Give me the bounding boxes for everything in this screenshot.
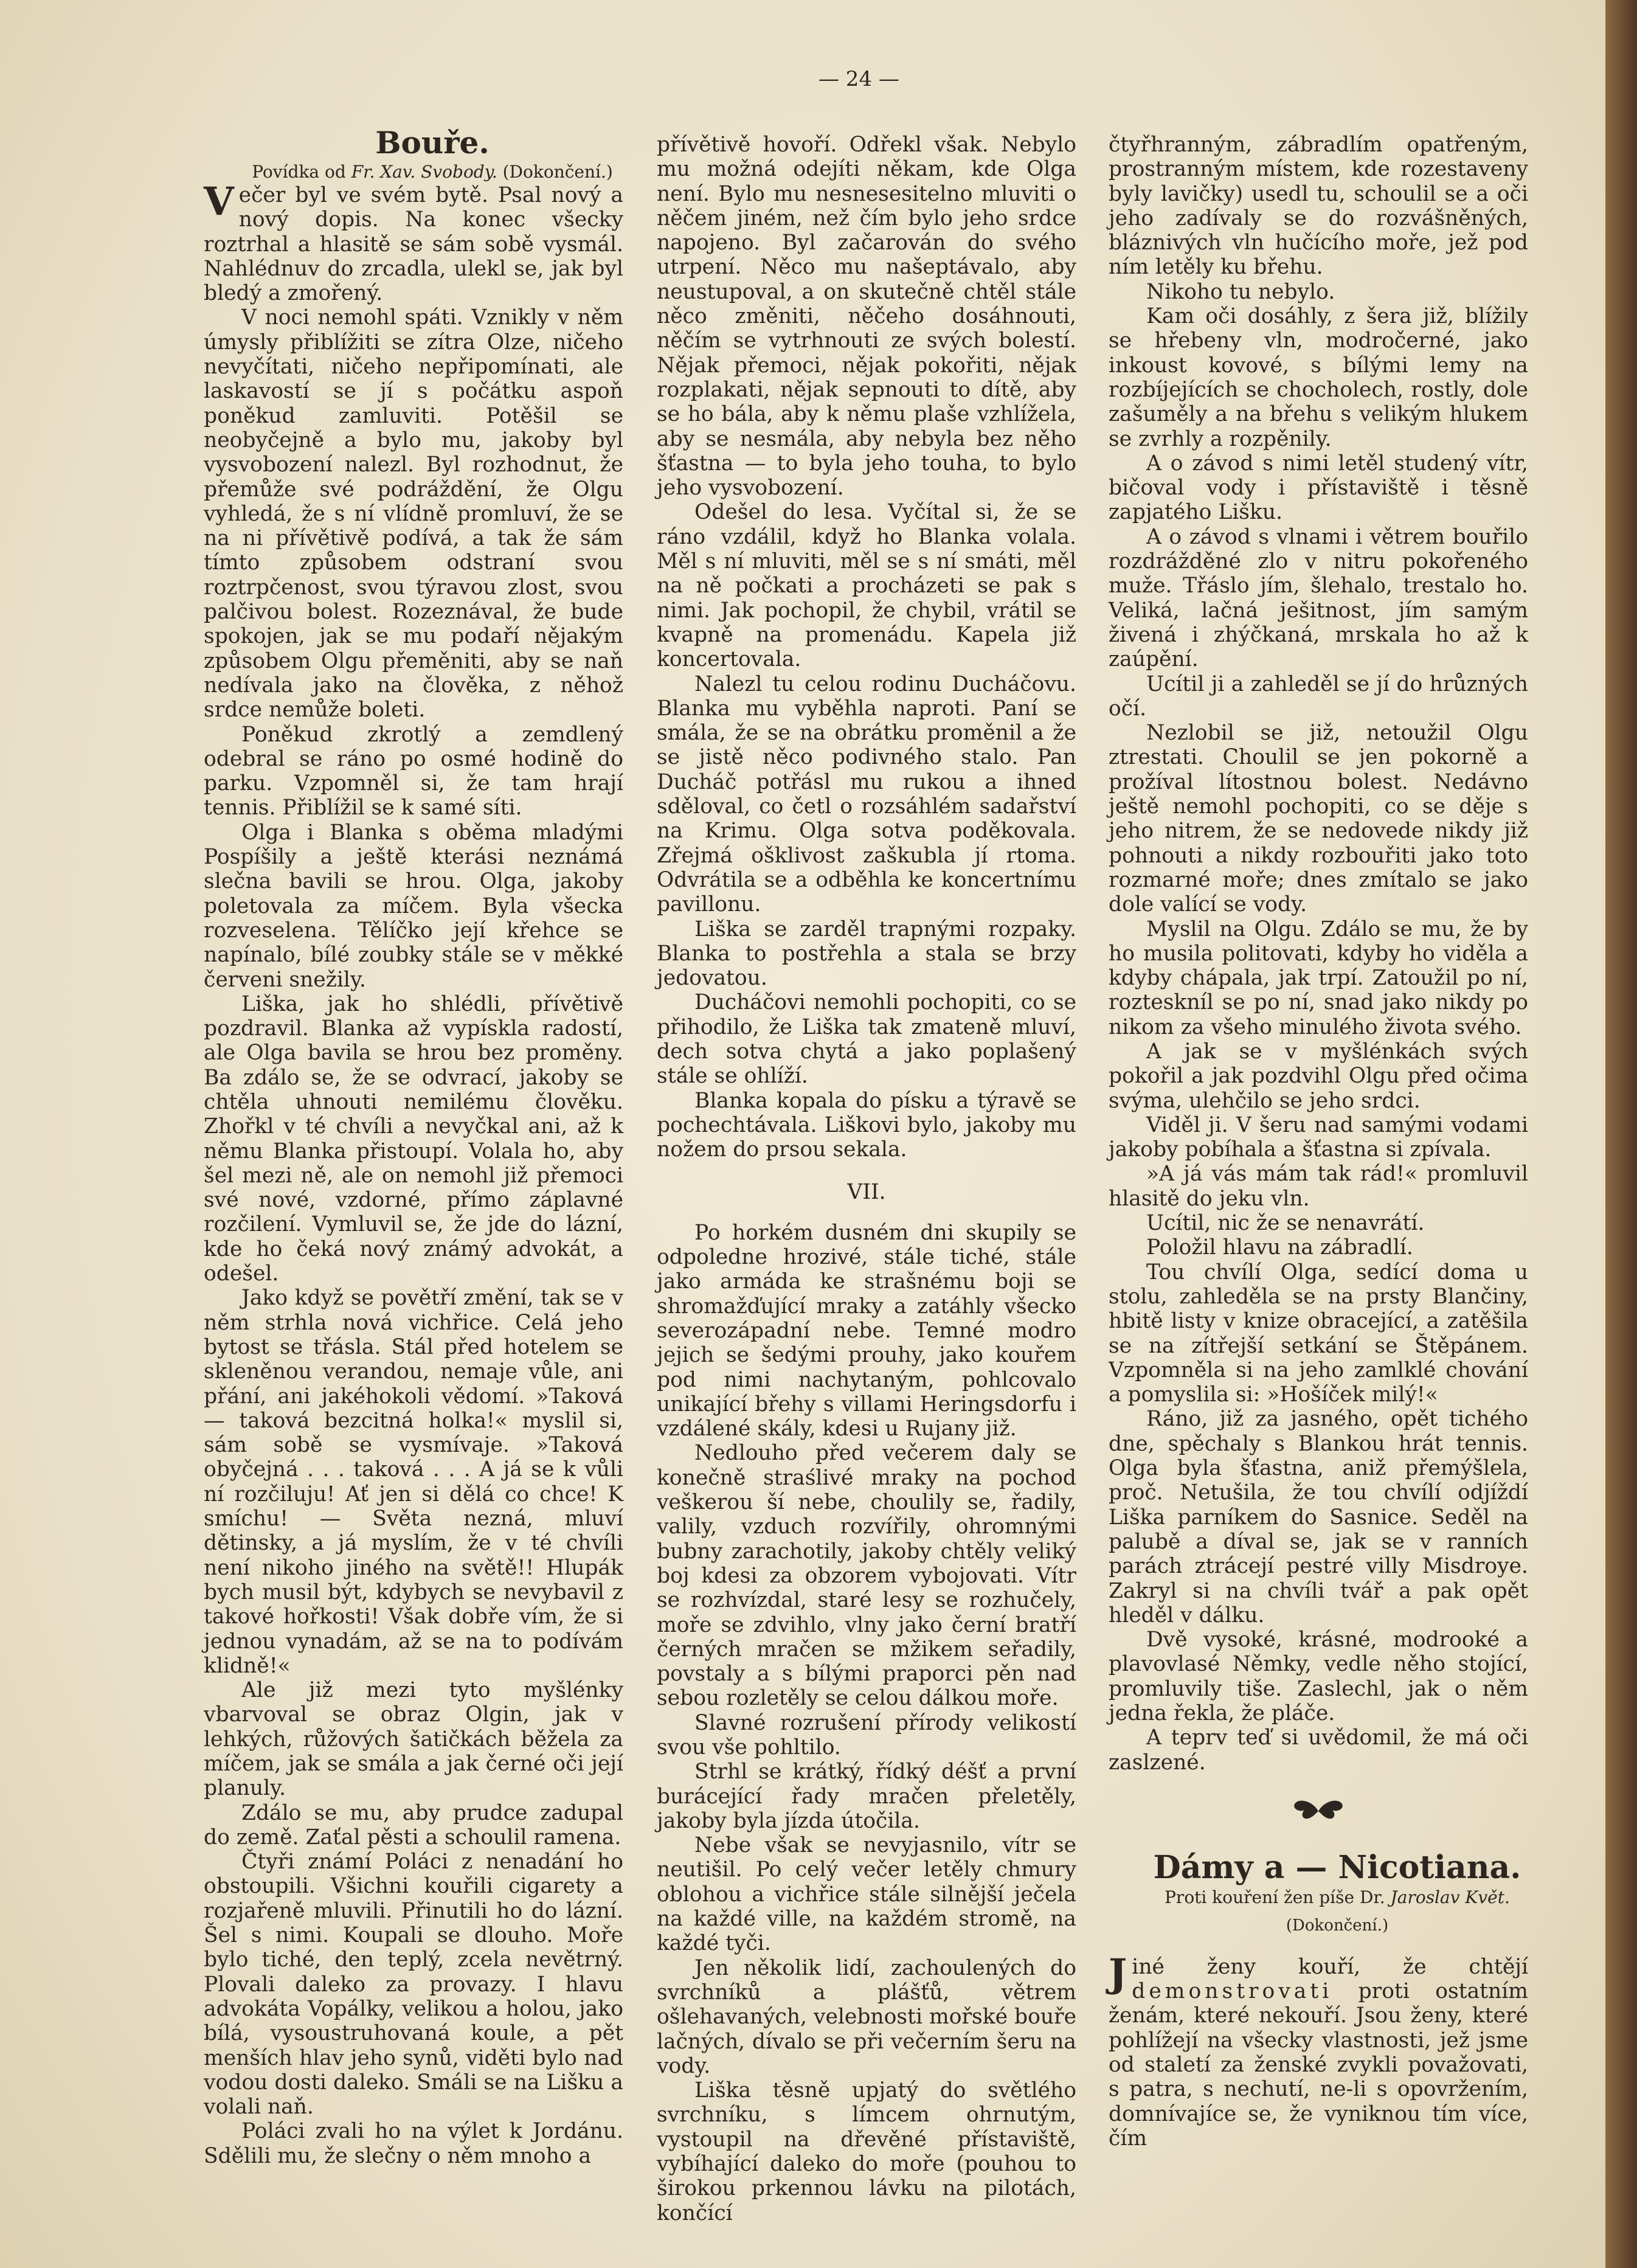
- paragraph: Ucítil ji a zahleděl se jí do hrůzných očí.: [1109, 671, 1528, 721]
- paragraph: přívětivě hovoří. Odřekl však. Nebylo mu možná odejíti někam, kde Olga není. Bylo mu nesnesesitelno mluviti o něčem jiném, než čím bylo jeho srdce napojeno. Byl začarován do svého utrpení. Něco mu našeptávalo, aby neustupoval, a on skutečně chtěl stále něco změniti, něčeho dosáhnouti, něčím se vytrhnouti ze svých bolestí. Nějak přemoci, nějak pokořiti, nějak rozplakati, nějak sepnouti to dítě, aby se ho bála, aby k němu plaše vzhlížela, aby se nesmála, aby nebyla bez něho šťastna — to byla jeho touha, to bylo jeho vysvobození.: [657, 133, 1076, 501]
- paragraph: Poněkud zkrotlý a zemdlený odebral se ráno po osmé hodině do parku. Vzpomněl si, že tam hrají tennis. Přiblížil se k samé síti.: [204, 722, 623, 820]
- paragraph: Jiné ženy kouří, že chtějí demonstrovati proti ostatním ženám, které nekouří. Jsou ženy, které pohlížejí na všecky vlastnosti, jež jsme od staletí za ženské zvykli považovati, s patra, s nechutí, ne-li s opovržením, domnívajíce se, že vyniknou tím více, čím: [1109, 1950, 1528, 2151]
- author-name: Fr. Xav. Svobody.: [351, 162, 497, 182]
- drop-cap: V: [204, 179, 234, 224]
- paragraph: Ucítil, nic že se nenavrátí.: [1146, 1211, 1425, 1236]
- paragraph: Ale již mezi tyto myšlénky vbarvoval se obraz Olgin, jak v lehkých, růžových šatičkách běžela za míčem, jak se smála a jak černé oči její planuly.: [204, 1678, 623, 1801]
- paragraph: Ráno, již za jasného, opět tichého dne, spěchaly s Blankou hrát tennis. Olga byla šťastna, aniž přemýšlela, proč. Netušila, že tou chvílí odjíždí Liška parníkem do Sasnice. Seděl na palubě a díval se, jak se v ranních parách ztrácejí pestré villy Misdroye. Zakryl si na chvíli tvář a pak opět hleděl v dálku.: [1109, 1407, 1528, 1628]
- paragraph: V noci nemohl spáti. Vznikly v něm úmysly přiblížiti se zítra Olze, ničeho nevyčítati, ničeho nepřipomínati, ale laskavostí se jí s počátku aspoň poněkud zamluviti. Potěšil se neobyčejně a bylo mu, jakoby byl vysvobození nalezl. Byl rozhodnut, že přemůže své podráždění, že Olgu vyhledá, že s ní vlídně promluví, že se na ni přívětivě podívá, a tak že sám tímto způsobem odstraní svou roztrpčenost, svou týravou zlost, svou palčivou bolest. Rozeznával, že bude spokojen, jak se mu podaří nějakým způsobem Olgu přeměniti, aby se naň nedívala jako na člověka, z něhož srdce nemůže boleti.: [204, 305, 623, 723]
- paragraph: Ducháčovi nemohli pochopiti, co se přihodilo, že Liška tak zmateně mluví, dech sotva chytá a jako poplašený stále se ohlíží.: [657, 990, 1076, 1089]
- paragraph: Olga i Blanka s oběma mladými Pospíšily a ještě kterási neznámá slečna bavili se hrou. Olga, jakoby poletovala za míčem. Byla všecka rozveselena. Tělíčko její křehce se napínalo, bílé zoubky stále se v měkké červeni snežily.: [204, 820, 623, 992]
- ornament-icon: [1291, 1794, 1346, 1825]
- article-note: (Dokončení.): [1286, 1916, 1389, 1935]
- paragraph: Zdálo se mu, aby prudce zadupal do země. Zaťal pěsti a schoulil ramena.: [204, 1800, 623, 1850]
- paragraph: Poláci zvali ho na výlet k Jordánu. Sdělili mu, že slečny o něm mnoho a: [204, 2119, 623, 2168]
- paragraph: Nalezl tu celou rodinu Ducháčovu. Blanka mu vyběhla naproti. Paní se smála, že se na obrátku proměnil a že se jistě něco podivného stalo. Pan Ducháč potřásl mu rukou a ihned sděloval, co četl o rozsáhlém sadařství na Krimu. Olga sotva poděkovala. Zřejmá ošklivost zaškubla jí rtoma. Odvrátila se a odběhla ke koncertnímu pavillonu.: [657, 671, 1076, 917]
- paragraph: A jak se v myšlénkách svých pokořil a jak pozdvihl Olgu před očima svýma, ulehčilo se jeho srdci.: [1109, 1039, 1528, 1113]
- paragraph: Viděl ji. V šeru nad samými vodami jakoby pobíhala a šťastna si zpívala.: [1109, 1112, 1528, 1162]
- article-subtitle: Povídka od Fr. Xav. Svobody. (Dokončení.): [252, 162, 613, 182]
- paragraph: Liška, jak ho shlédli, přívětivě pozdravil. Blanka až vypískla radostí, ale Olga bavila se hrou bez proměny. Ba zdálo se, že se odvrací, jakoby se chtěla uhnouti nemilému člověku. Zhořkl v té chvíli a nevyčkal ani, až k němu Blanka přistoupí. Volala ho, aby šel mezi ně, ale on nemohl již přemoci své nové, vzdorné, přímo záplavné rozčilení. Vymluvil se, že jde do lázní, kde ho čeká nový známý advokát, a odešel.: [204, 991, 623, 1286]
- paragraph: Večer byl ve svém bytě. Psal nový a nový dopis. Na konec všecky roztrhal a hlasitě se sám sobě vysmál. Nahlédnuv do zrcadla, ulekl se, jak byl bledý a zmořený.: [204, 179, 623, 306]
- paragraph: A o závod s nimi letěl studený vítr, bičoval vody i přístaviště i těsně zapjatého Lišku.: [1109, 451, 1528, 525]
- paragraph: Odešel do lesa. Vyčítal si, že se ráno vzdálil, když ho Blanka volala. Měl s ní mluviti, měl se s ní smáti, měl na ně počkati a procházeti se pak s nimi. Jak pochopil, že chybil, vrátil se kvapně na promenádu. Kapela již koncertovala.: [657, 500, 1076, 672]
- paragraph: Nezlobil se již, netoužil Olgu ztrestati. Choulil se jen pokorně a prožíval lítostnou bolest. Nedávno ještě nemohl pochopiti, co se děje s jeho nitrem, že se nedovede nikdy již pohnouti a nikdy rozbouřiti jako toto rozmarné moře; dnes zmítalo se jako dole valící se vody.: [1109, 721, 1528, 917]
- article-title: Bouře.: [375, 125, 490, 161]
- paragraph: Nedlouho před večerem daly se konečně straślivé mraky na pochod veškerou ší nebe, choulily se, řadily, valily, vzduch rozvířily, ohromnými bubny zarachotily, jakoby chtěly veliký boj kdesi za obzorem vybojovati. Vítr se rozhvízdal, staré lesy se rozhučely, moře se zdvihlo, vlny jako černí bratří černých mračen se mžikem seřadily, povstaly a s bílými praporci pěn nad sebou rozletěly se celou dálkou moře.: [657, 1441, 1076, 1711]
- paragraph: Nebe však se nevyjasnilo, vítr se neutišil. Po celý večer letěly chmury oblohou a vichřice stále silnější ječela na každé ville, na každém stromě, na každé tyči.: [657, 1833, 1076, 1956]
- paragraph: Slavné rozrušení přírody velikostí svou vše pohltilo.: [657, 1710, 1076, 1760]
- column-2: [657, 133, 1076, 2225]
- author-name: Jaroslav Květ.: [1390, 1887, 1510, 1907]
- paragraph: Dvě vysoké, krásné, modrooké a plavovlasé Němky, vedle něho stojící, promluvily tiše. Zaslechl, jak o něm jedna řekla, že pláče.: [1109, 1628, 1528, 1725]
- paragraph: Kam oči dosáhly, z šera již, blížily se hřebeny vln, modročerné, jako inkoust kovové, s bílými lemy na rozbíjejících se chocholech, rostly, dole zašuměly a na břehu s velikým hlukem se zvrhly a rozpěnily.: [1109, 304, 1528, 451]
- paragraph: Po horkém dusném dni skupily se odpoledne hrozivé, stále tiché, stále jako armáda ke strašnému boji se shromažďující mraky a zatáhly všecko severozápadní nebe. Temné modro jejich se šedými prouhy, jako kouřem pod nimi nachytaným, pohlcovalo unikající břehy s villami Heringsdorfu i vzdálené skály, kdesi u Rujany již.: [657, 1220, 1076, 1441]
- page-number: — 24 —: [818, 67, 899, 91]
- paragraph: Myslil na Olgu. Zdálo se mu, že by ho musila politovati, kdyby ho viděla a kdyby chápala, jak trpí. Zatoužil po ní, rozteskníl se po ní, snad jako nikdy po nikom za všeho minulého života svého.: [1109, 917, 1528, 1039]
- paragraph: čtyřhranným, zábradlím opatřeným, prostranným místem, kde rozestaveny byly lavičky) usedl tu, schoulil se a oči jeho zadívaly se do rozvášněných, bláznivých vln hučícího moře, jež pod ním letěly ku břehu.: [1109, 133, 1528, 280]
- paragraph: Blanka kopala do písku a týravě se pochechtávala. Liškovi bylo, jakoby mu nožem do prsou sekala.: [657, 1088, 1076, 1162]
- paragraph: Jako když se povětří změní, tak se v něm strhla nová vichřice. Celá jeho bytost se třásla. Stál před hotelem se skleněnou verandou, nemaje vůle, ani přání, ani jakéhokoli vědomí. »Taková — taková bezcitná holka!« myslil si, sám sobě se vysmívaje. »Taková obyčejná . . . taková . . . A já se k vůli ní rozčiluju! Ať jen si dělá co chce! K smíchu! — Světa nezná, mluví dětinsky, a já myslím, že v té chvíli není nikoho jiného na světě!! Hlupák bych musil být, kdybych se nevybavil z takové hořkosti! Však dobře vím, že si jednou vynadám, až se na to podívám klidně!«: [204, 1286, 623, 1678]
- column-3: [1109, 133, 1528, 2151]
- paragraph: Položil hlavu na zábradlí.: [1146, 1235, 1413, 1260]
- paragraph: Liška se zarděl trapnými rozpaky. Blanka to postřehla a stala se brzy jedovatou.: [657, 917, 1076, 991]
- section-heading: VII.: [847, 1180, 886, 1205]
- paragraph: »A já vás mám tak rád!« promluvil hlasitě do jeku vln.: [1109, 1162, 1528, 1211]
- article-subtitle: Proti kouření žen píše Dr. Jaroslav Květ.: [1165, 1887, 1510, 1907]
- paragraph: A o závod s vlnami i větrem bouřilo rozdrážděné zlo v nitru pokořeného muže. Třáslo jím, šlehalo, trestalo ho. Veliká, lačná ješitnost, jím samým živená i zhýčkaná, mrskala ho až k zaúpění.: [1109, 524, 1528, 672]
- paragraph: Jen několik lidí, zachoulených do svrchníků a plášťů, větrem ošlehavaných, velebnosti mořské bouře lačných, dívalo se při večerním šeru na vody.: [657, 1955, 1076, 2078]
- paragraph: Strhl se krátký, řídký déšť a první burácející řady mračen přeletěly, jakoby byla jízda útočila.: [657, 1760, 1076, 1833]
- paragraph: Liška těsně upjatý do světlého svrchníku, s límcem ohrnutým, vystoupil na dřevěné přístaviště, vybíhající daleko do moře (pouhou to širokou prkennou lávku na pilotách, končící: [657, 2078, 1076, 2225]
- paragraph: Nikoho tu nebylo.: [1146, 279, 1335, 304]
- paragraph: Čtyři známí Poláci z nenadání ho obstoupili. Všichni kouřili cigarety a rozjařeně mluvili. Přinutili ho do lázní. Šel s nimi. Koupali se dlouho. Moře bylo tiché, den teplý, zcela nevětrný. Plovali daleko za provazy. I hlavu advokáta Vopálky, velikou a holou, jako bílá, vysoustruhovaná koule, a pět menších hlav jeho synů, viděti bylo nad vodou dosti daleko. Smáli se na Lišku a volali naň.: [204, 1850, 623, 2120]
- column-1: [204, 125, 623, 2168]
- paragraph: A teprv teď si uvědomil, že má oči zaslzené.: [1109, 1725, 1528, 1775]
- drop-cap: J: [1109, 1950, 1127, 1996]
- article-title: Dámy a — Nicotiana.: [1153, 1848, 1521, 1886]
- paragraph: Tou chvílí Olga, sedící doma u stolu, zahleděla se na prsty Blančiny, hbitě listy v knize obracející, a zatěšila se na zítřejší setkání se Štěpánem. Vzpomněla si na jeho zamlklé chování a pomyslila si: »Hošíček milý!«: [1109, 1260, 1528, 1407]
- page-edge: [1605, 0, 1637, 2268]
